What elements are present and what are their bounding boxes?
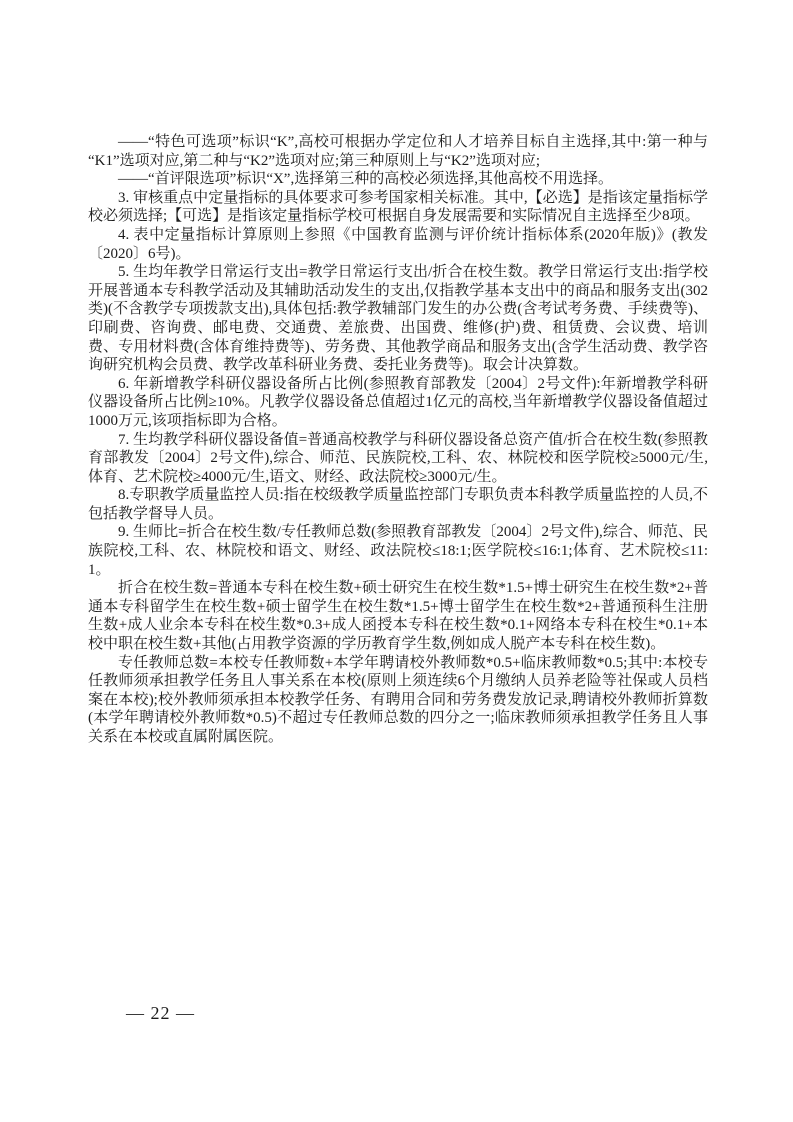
paragraph-note-3: 3. 审核重点中定量指标的具体要求可参考国家相关标准。其中,【必选】是指该定量指标学校必须选择;【可选】是指该定量指标学校可根据自身发展需要和实际情况自主选择至少8项。 <box>88 189 708 225</box>
paragraph-note-9: 9. 生师比=折合在校生数/专任教师总数(参照教育部教发〔2004〕2号文件),综合、师范、民族院校,工科、农、林院校和语文、财经、政法院校≤18:1;医学院校≤16:1;体育、艺术院校≤11:1。 <box>88 524 708 578</box>
paragraph-converted-students-formula: 折合在校生数=普通本专科在校生数+硕士研究生在校生数*1.5+博士研究生在校生数*2+普通本专科留学生在校生数+硕士留学生在校生数*1.5+博士留学生在校生数*2+普通预科生注册生数+成人业余本专科在校生数*0.3+成人函授本专科在校生数*0.1+网络本专科在校生*0.1+本校中职在校生数+其他(占用教学资源的学历教育学生数,例如成人脱产本专科在校生数)。 <box>88 580 708 653</box>
paragraph-note-5: 5. 生均年教学日常运行支出=教学日常运行支出/折合在校生数。教学日常运行支出:指学校开展普通本专科教学活动及其辅助活动发生的支出,仅指教学基本支出中的商品和服务支出(302类)(不含教学专项拨款支出),具体包括:教学教辅部门发生的办公费(含考试考务费、手续费等)、印刷费、咨询费、邮电费、交通费、差旅费、出国费、维修(护)费、租赁费、会议费、培训费、专用材料费(含体育维持费等)、劳务费、其他教学商品和服务支出(含学生活动费、教学咨询研究机构会员费、教学改革科研业务费、委托业务费等)。取会计决算数。 <box>88 264 708 374</box>
paragraph-note-4: 4. 表中定量指标计算原则上参照《中国教育监测与评价统计指标体系(2020年版)》(教发〔2020〕6号)。 <box>88 226 708 262</box>
paragraph-note-6: 6. 年新增教学科研仪器设备所占比例(参照教育部教发〔2004〕2号文件):年新增教学科研仪器设备所占比例≥10%。凡教学仪器设备总值超过1亿元的高校,当年新增教学仪器设备值超过1000万元,该项指标即为合格。 <box>88 375 708 429</box>
page-number: — 22 — <box>126 1003 195 1023</box>
paragraph-note-8: 8.专职教学质量监控人员:指在校级教学质量监控部门专职负责本科教学质量监控的人员,不包括教学督导人员。 <box>88 487 708 522</box>
paragraph-dash-option-x: ——“首评限选项”标识“X”,选择第三种的高校必须选择,其他高校不用选择。 <box>118 171 613 188</box>
document-body <box>88 133 708 747</box>
paragraph-note-7: 7. 生均教学科研仪器设备值=普通高校教学与科研仪器设备总资产值/折合在校生数(参照教育部教发〔2004〕2号文件),综合、师范、民族院校,工科、农、林院校和医学院校≥5000元/生,体育、艺术院校≥4000元/生,语文、财经、政法院校≥3000元/生。 <box>88 431 708 485</box>
paragraph-fulltime-teachers-formula: 专任教师总数=本校专任教师数+本学年聘请校外教师数*0.5+临床教师数*0.5;其中:本校专任教师须承担教学任务且人事关系在本校(原则上须连续6个月缴纳人员养老险等社保或人员档案在本校);校外教师须承担本校教学任务、有聘用合同和劳务费发放记录,聘请校外教师折算数(本学年聘请校外教师数*0.5)不超过专任教师总数的四分之一;临床教师须承担教学任务且人事关系在本校或直属附属医院。 <box>88 654 708 745</box>
paragraph-dash-option-k: ——“特色可选项”标识“K”,高校可根据办学定位和人才培养目标自主选择,其中:第一种与“K1”选项对应,第二种与“K2”选项对应;第三种原则上与“K2”选项对应; <box>88 134 708 169</box>
